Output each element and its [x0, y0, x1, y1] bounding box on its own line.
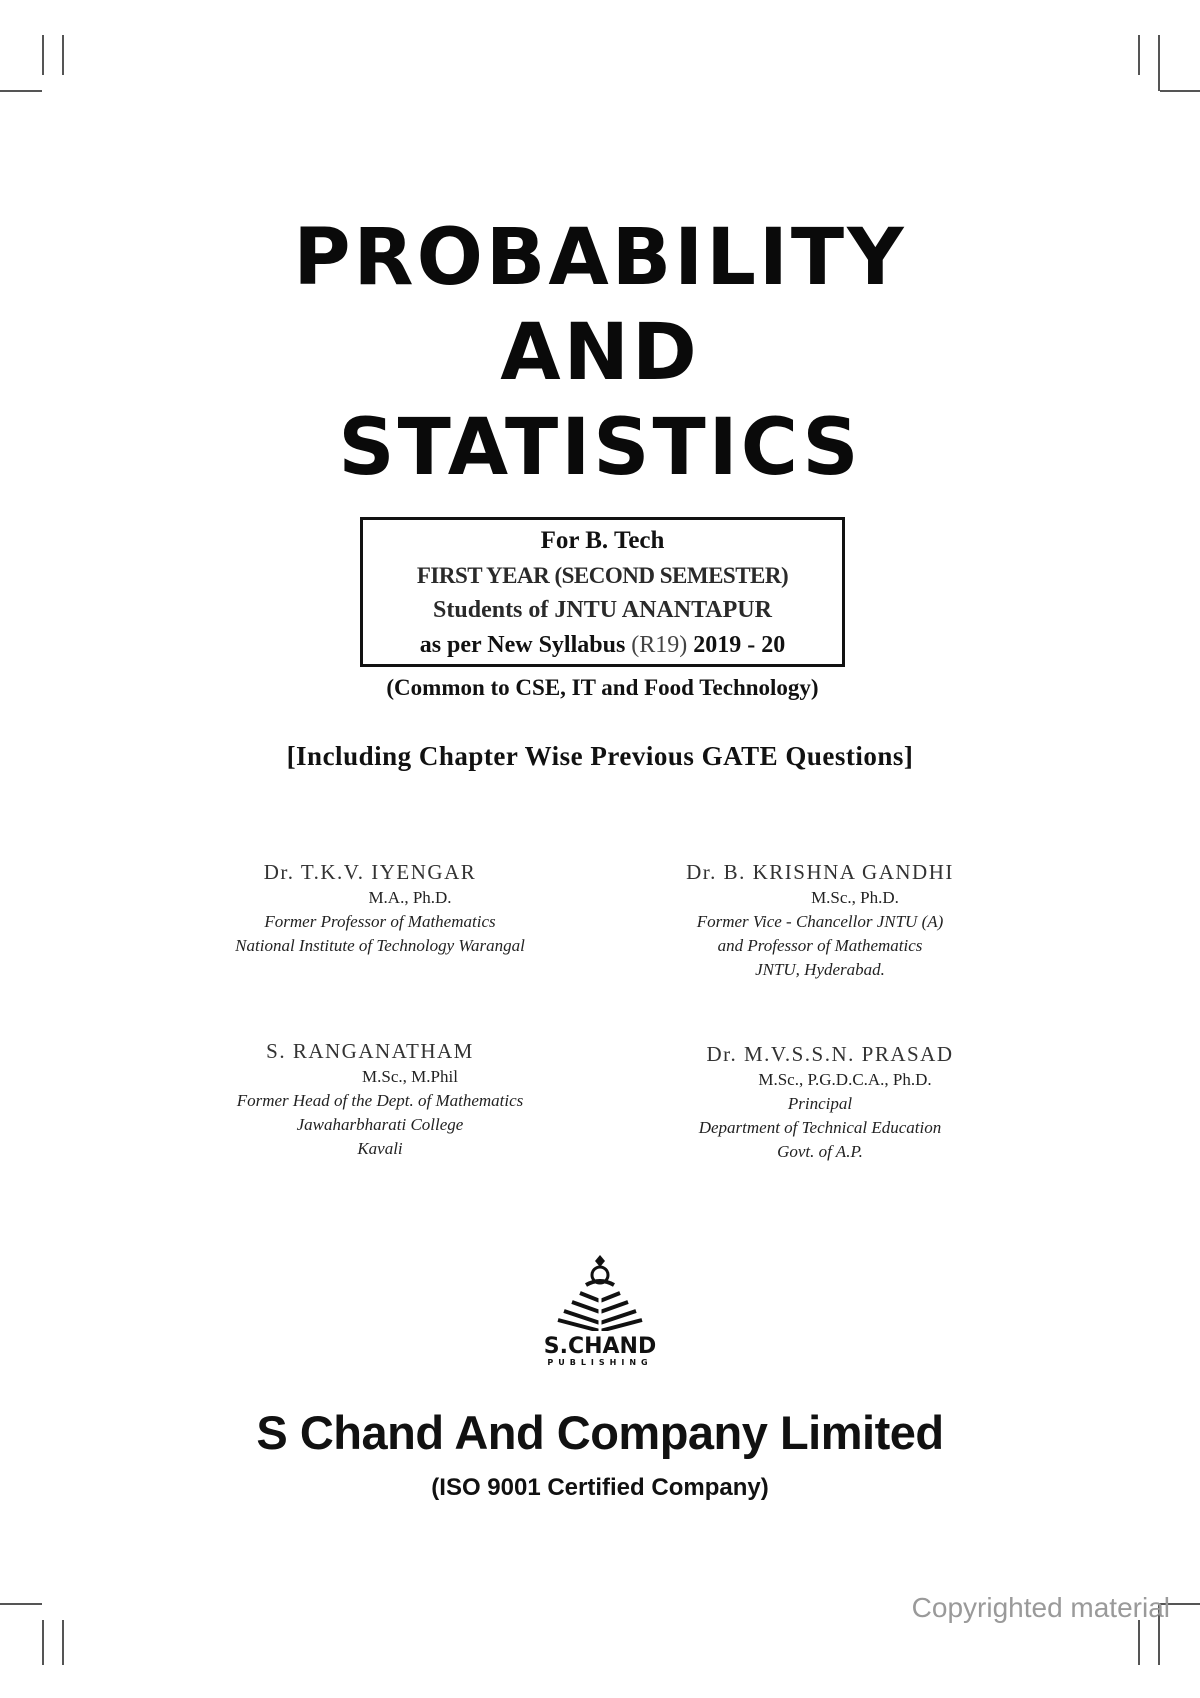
- author-degree: M.A., Ph.D.: [368, 888, 452, 907]
- author-position: Govt. of A.P.: [777, 1142, 863, 1161]
- including-note: [Including Chapter Wise Previous GATE Questions]: [286, 741, 914, 771]
- author-position: JNTU, Hyderabad.: [755, 960, 885, 979]
- logo-subtitle: PUBLISHING: [547, 1358, 653, 1367]
- syllabus-code: (R19): [631, 632, 688, 658]
- author-name: Dr. B. KRISHNA GANDHI: [686, 860, 954, 884]
- author-degree: M.Sc., M.Phil: [362, 1067, 458, 1086]
- title-line-2: AND: [500, 308, 700, 398]
- author-position: Former Professor of Mathematics: [264, 912, 496, 931]
- author-position: and Professor of Mathematics: [717, 936, 923, 955]
- author-position: Department of Technical Education: [698, 1118, 942, 1137]
- author-block-1: [195, 858, 565, 958]
- author-position: Kavali: [357, 1139, 403, 1158]
- course-line-3: Students of JNTU ANANTAPUR: [433, 597, 772, 623]
- course-line-2: FIRST YEAR (SECOND SEMESTER): [416, 563, 789, 588]
- common-to-note: (Common to CSE, IT and Food Technology): [386, 675, 819, 700]
- publisher-name: S Chand And Company Limited: [256, 1406, 944, 1459]
- author-block-4: [650, 1040, 990, 1164]
- title-line-3: STATISTICS: [338, 403, 862, 493]
- author-position: National Institute of Technology Warangal: [235, 936, 525, 955]
- author-block-3: [195, 1037, 565, 1161]
- author-degree: M.Sc., P.G.D.C.A., Ph.D.: [758, 1070, 932, 1089]
- course-line-4: [363, 628, 842, 663]
- certification-note: (ISO 9001 Certified Company): [431, 1474, 769, 1501]
- author-position: Principal: [787, 1094, 853, 1113]
- publisher-logo: [540, 1253, 660, 1368]
- copyright-watermark: Copyrighted material: [911, 1592, 1170, 1623]
- author-name: S. RANGANATHAM: [266, 1039, 474, 1063]
- author-name: Dr. M.V.S.S.N. PRASAD: [706, 1042, 954, 1066]
- syllabus-year: 2019 - 20: [693, 632, 786, 658]
- author-position: Jawaharbharati College: [296, 1115, 464, 1134]
- author-name: Dr. T.K.V. IYENGAR: [263, 860, 477, 884]
- logo-wordmark: S.CHAND: [543, 1334, 657, 1359]
- author-block-2: [650, 858, 990, 982]
- author-degree: M.Sc., Ph.D.: [811, 888, 899, 907]
- author-position: Former Vice - Chancellor JNTU (A): [696, 912, 944, 931]
- author-position: Former Head of the Dept. of Mathematics: [236, 1091, 524, 1110]
- course-line-1: For B. Tech: [540, 527, 665, 554]
- title-line-1: PROBABILITY: [293, 213, 907, 303]
- syllabus-label: as per New Syllabus: [419, 632, 626, 658]
- book-lamp-icon: [540, 1253, 660, 1331]
- course-info-box: [360, 517, 845, 667]
